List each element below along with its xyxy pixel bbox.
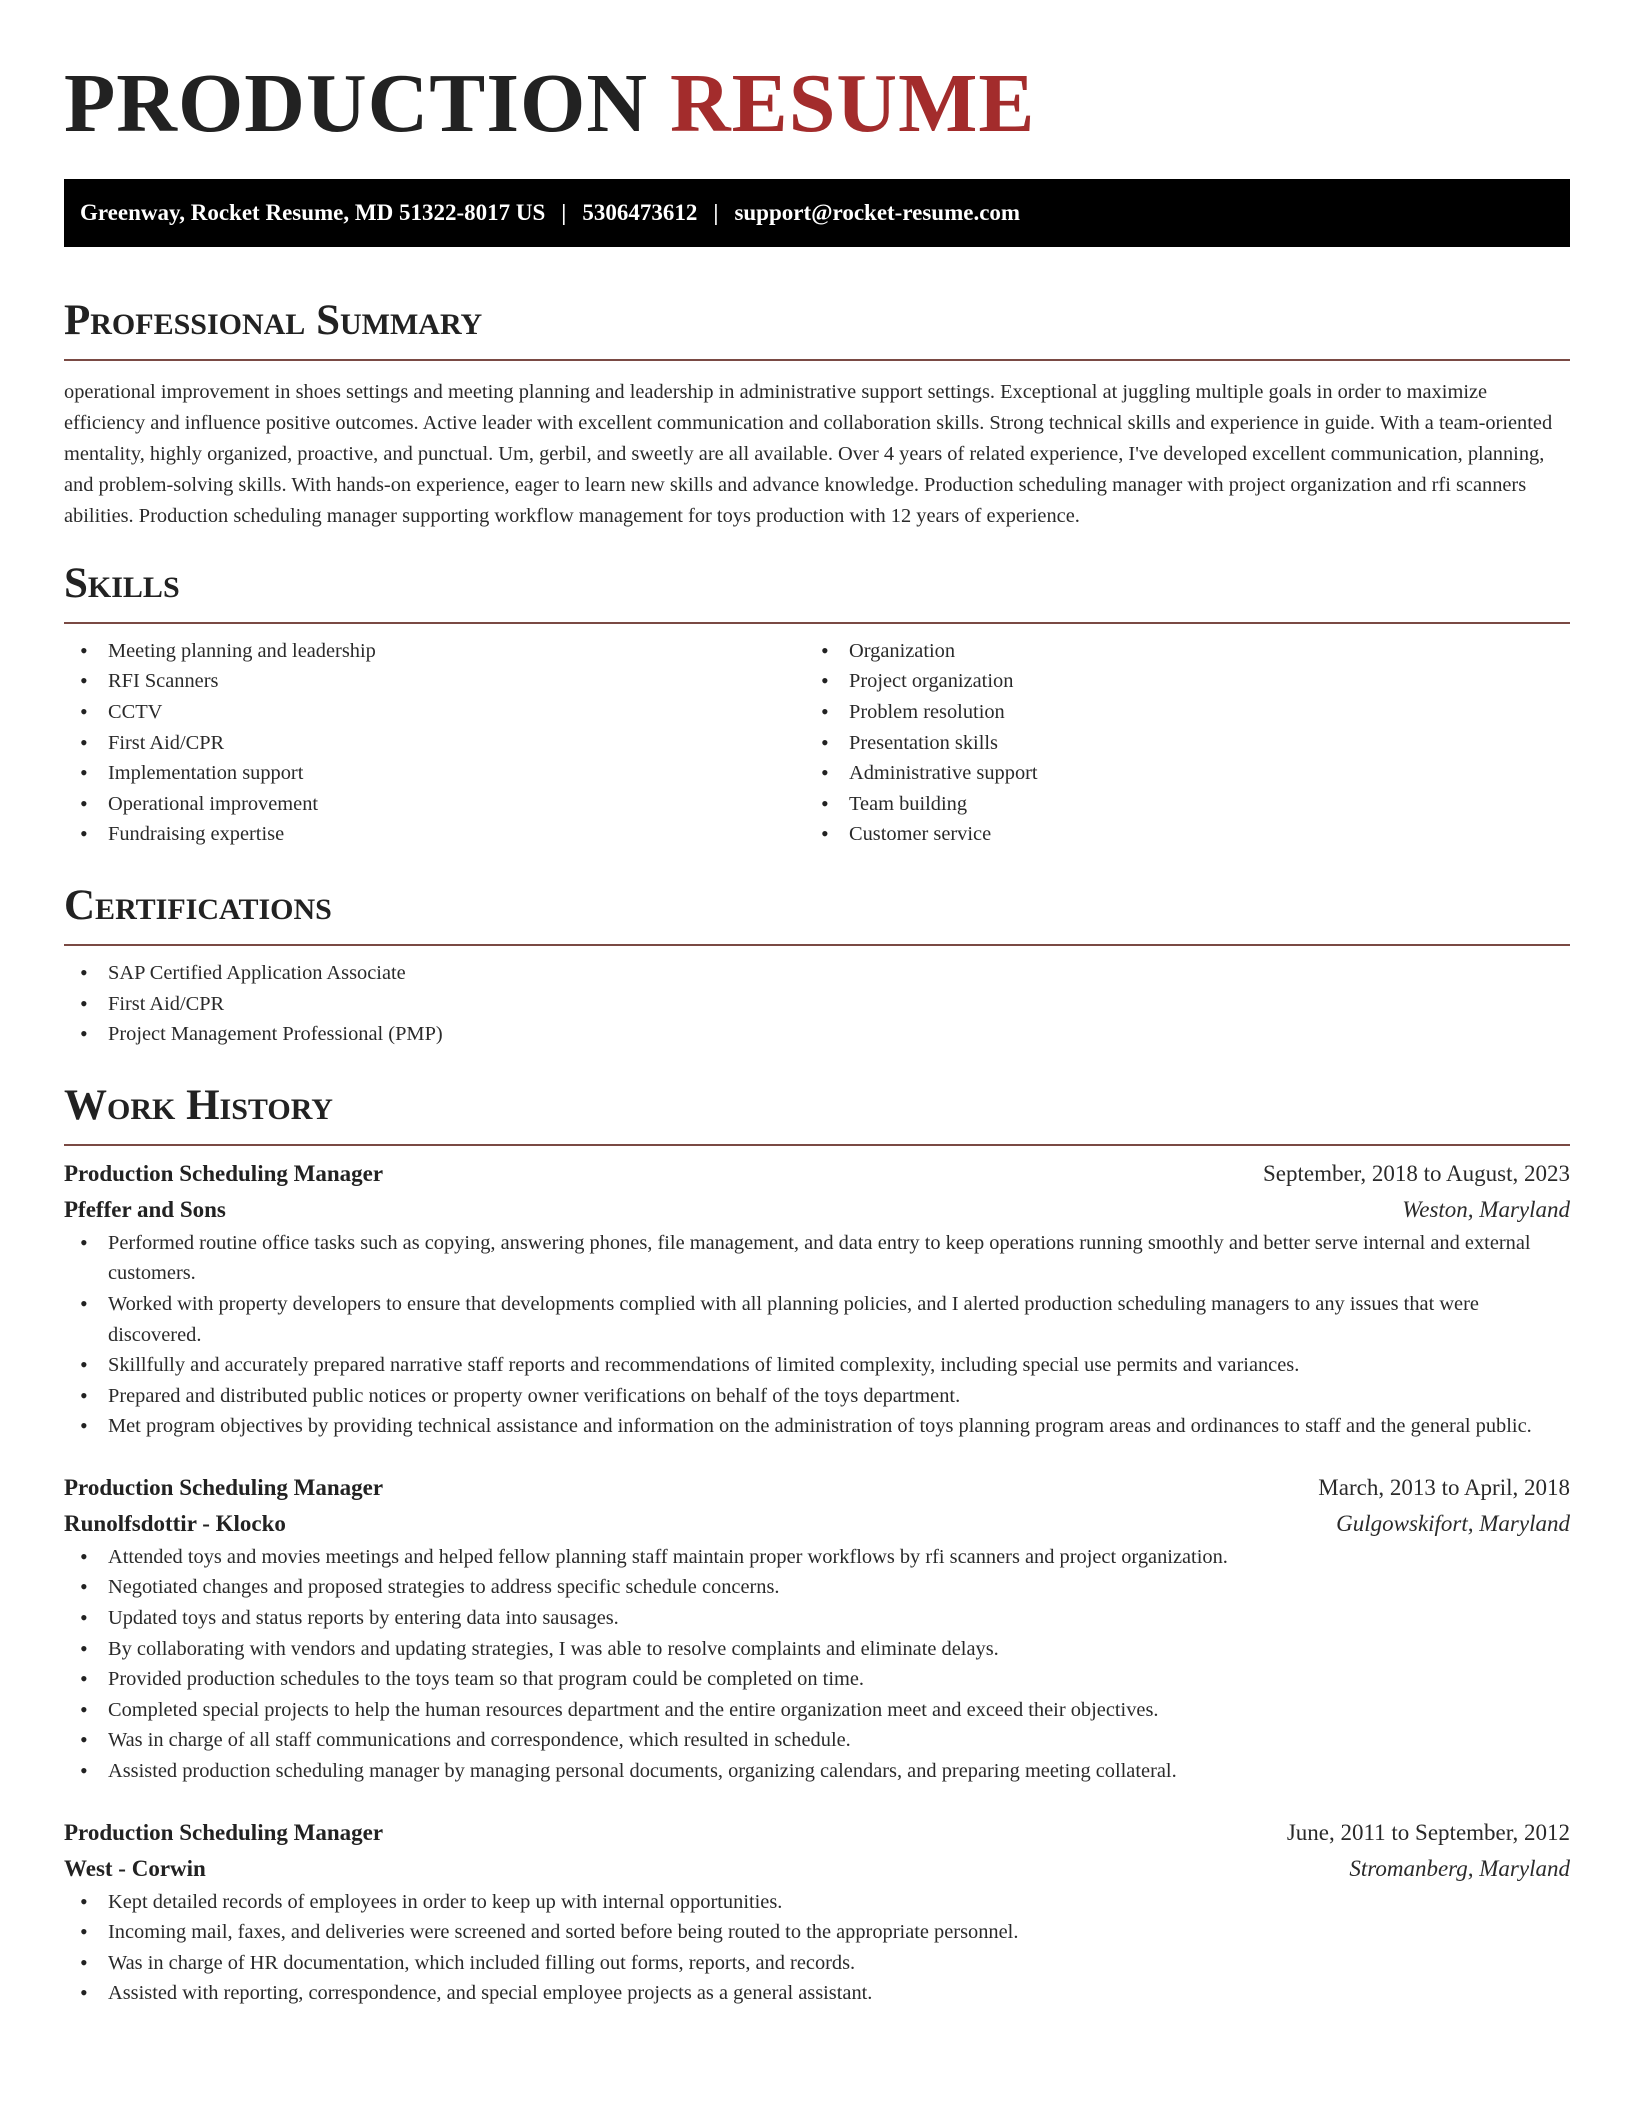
skills-list-right — [805, 636, 1546, 850]
job-company: West - Corwin — [64, 1855, 206, 1881]
job-location: Gulgowskifort, Maryland — [1336, 1510, 1570, 1536]
skill-item: • CCTV — [108, 697, 805, 728]
certifications-section — [64, 881, 1570, 1050]
certification-item: • SAP Certified Application Associate — [108, 958, 1570, 989]
job-bullets — [64, 1887, 1570, 2009]
job-entry — [64, 1156, 1570, 1442]
job-bullet: • Worked with property developers to ensure that developments complied with all planning policies, and I alerted production scheduling managers to any issues that were discovered. — [108, 1289, 1570, 1350]
section-divider — [64, 359, 1570, 361]
job-title: Production Scheduling Manager — [64, 1819, 384, 1845]
contact-email[interactable]: support@rocket-resume.com — [734, 199, 1021, 225]
skill-item: • Customer service — [849, 819, 1546, 850]
job-bullet: • Prepared and distributed public notices or property owner verifications on behalf of the toys department. — [108, 1381, 1570, 1412]
job-bullet: • Skillfully and accurately prepared narrative staff reports and recommendations of limited complexity, including special use permits and variances. — [108, 1350, 1570, 1381]
job-bullet: • Completed special projects to help the human resources department and the entire organization meet and exceed their objectives. — [108, 1695, 1570, 1726]
skill-item: • Fundraising expertise — [108, 819, 805, 850]
contact-address: Greenway, Rocket Resume, MD 51322-8017 US — [80, 199, 546, 225]
skill-item: • Project organization — [849, 666, 1546, 697]
contact-phone: 5306473612 — [582, 199, 698, 225]
work-history-section — [64, 1081, 1570, 2009]
job-dates: September, 2018 to August, 2023 — [1262, 1160, 1570, 1186]
skill-item: • Implementation support — [108, 758, 805, 789]
skills-heading: Skills — [64, 559, 180, 607]
summary-section — [64, 296, 1570, 532]
job-header-row — [64, 1156, 1570, 1192]
job-bullet: • Attended toys and movies meetings and helped fellow planning staff maintain proper workflows by rfi scanners and project organization. — [108, 1542, 1570, 1573]
job-bullet: • Was in charge of HR documentation, which included filling out forms, reports, and records. — [108, 1948, 1570, 1979]
job-bullet: • By collaborating with vendors and updating strategies, I was able to resolve complaints and eliminate delays. — [108, 1634, 1570, 1665]
skills-section — [64, 559, 1570, 850]
job-bullets — [64, 1228, 1570, 1442]
skills-list-left — [64, 636, 805, 850]
job-title: Production Scheduling Manager — [64, 1160, 384, 1186]
section-divider — [64, 944, 1570, 946]
resume-title — [64, 54, 1570, 155]
job-company: Pfeffer and Sons — [64, 1196, 226, 1222]
job-company-row — [64, 1506, 1570, 1542]
job-bullet: • Kept detailed records of employees in order to keep up with internal opportunities. — [108, 1887, 1570, 1918]
contact-separator: | — [713, 199, 719, 225]
job-bullet: • Negotiated changes and proposed strategies to address specific schedule concerns. — [108, 1572, 1570, 1603]
job-company: Runolfsdottir - Klocko — [64, 1510, 286, 1536]
job-company-row — [64, 1192, 1570, 1228]
title-main: PRODUCTION — [64, 57, 649, 150]
job-bullets — [64, 1542, 1570, 1787]
skill-item: • Team building — [849, 789, 1546, 820]
job-entry — [64, 1815, 1570, 2009]
skill-item: • Operational improvement — [108, 789, 805, 820]
skill-item: • First Aid/CPR — [108, 728, 805, 759]
summary-heading: Professional Summary — [64, 296, 483, 344]
job-bullet: • Met program objectives by providing technical assistance and information on the administration of toys planning program areas and ordinances to staff and the general public. — [108, 1411, 1570, 1442]
skill-item: • Presentation skills — [849, 728, 1546, 759]
certifications-heading: Certifications — [64, 881, 332, 929]
job-bullet: • Assisted production scheduling manager by managing personal documents, organizing calendars, and preparing meeting collateral. — [108, 1756, 1570, 1787]
job-bullet: • Provided production schedules to the toys team so that program could be completed on time. — [108, 1664, 1570, 1695]
job-bullet: • Assisted with reporting, correspondence, and special employee projects as a general assistant. — [108, 1978, 1570, 2009]
job-entry — [64, 1470, 1570, 1787]
job-company-row — [64, 1851, 1570, 1887]
skill-item: • Organization — [849, 636, 1546, 667]
job-dates: June, 2011 to September, 2012 — [1286, 1819, 1570, 1845]
work-history-heading: Work History — [64, 1081, 333, 1129]
certification-item: • First Aid/CPR — [108, 989, 1570, 1020]
skill-item: • Meeting planning and leadership — [108, 636, 805, 667]
skills-grid — [64, 636, 1570, 850]
skill-item: • Problem resolution — [849, 697, 1546, 728]
job-location: Weston, Maryland — [1402, 1196, 1570, 1222]
contact-separator: | — [561, 199, 567, 225]
job-bullet: • Performed routine office tasks such as copying, answering phones, file management, and data entry to keep operations running smoothly and better serve internal and external customers. — [108, 1228, 1570, 1289]
job-dates: March, 2013 to April, 2018 — [1318, 1474, 1570, 1500]
job-header-row — [64, 1470, 1570, 1506]
certification-item: • Project Management Professional (PMP) — [108, 1019, 1570, 1050]
resume-page — [64, 0, 1570, 2009]
section-divider — [64, 622, 1570, 624]
title-accent: RESUME — [670, 57, 1036, 150]
summary-text: operational improvement in shoes settings and meeting planning and leadership in administrative support settings. Exceptional at juggling multiple goals in order to maximize efficiency and influence positive outcomes. Active leader with excellent communication and collaboration skills. Strong technical skills and experience in guide. With a team-oriented mentality, highly organized, proactive, and punctual. Um, gerbil, and sweetly are all available. Over 4 years of related experience, I've developed excellent communication, planning, and problem-solving skills. With hands-on experience, eager to learn new skills and advance knowledge. Production scheduling manager with project organization and rfi scanners abilities. Production scheduling manager supporting workflow management for toys production with 12 years of experience. — [64, 380, 1553, 527]
skill-item: • RFI Scanners — [108, 666, 805, 697]
contact-bar — [64, 179, 1570, 247]
job-bullet: • Incoming mail, faxes, and deliveries were screened and sorted before being routed to the appropriate personnel. — [108, 1917, 1570, 1948]
job-header-row — [64, 1815, 1570, 1851]
section-divider — [64, 1144, 1570, 1146]
job-bullet: • Was in charge of all staff communications and correspondence, which resulted in schedule. — [108, 1725, 1570, 1756]
skill-item: • Administrative support — [849, 758, 1546, 789]
job-bullet: • Updated toys and status reports by entering data into sausages. — [108, 1603, 1570, 1634]
job-title: Production Scheduling Manager — [64, 1474, 384, 1500]
certifications-list — [64, 958, 1570, 1050]
job-location: Stromanberg, Maryland — [1349, 1855, 1570, 1881]
